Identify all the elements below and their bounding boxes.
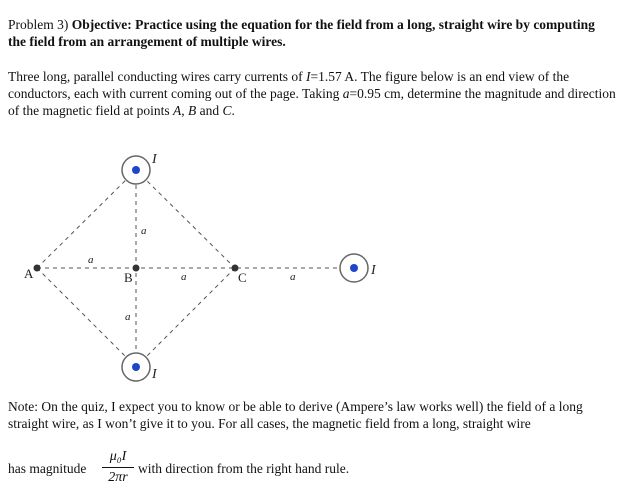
diamond-edge-top-right [136, 170, 235, 268]
field-formula [100, 448, 136, 487]
current-label-right: I [371, 263, 376, 278]
wire-top [122, 156, 150, 184]
objective-text: Objective: Practice using the equation for the field from a long, straight wire by computing the field from an arrangement of multiple wires. [8, 17, 595, 49]
formula-suffix: with direction from the right hand rule. [138, 461, 350, 476]
period: . [231, 103, 235, 118]
diamond-edge-bottom-left [37, 268, 136, 367]
fraction-bar [102, 467, 134, 468]
spacing-label-top: a [141, 225, 147, 237]
current-label-top: I [152, 152, 157, 167]
problem-heading [8, 16, 616, 50]
problem-intro: Three long, parallel conducting wires carry currents of [8, 69, 307, 84]
spacing-label-right: a [290, 271, 296, 283]
spacing-label-bottom: a [125, 311, 131, 323]
formula-numerator: μ₀I [109, 449, 127, 464]
current-label-bottom: I [152, 367, 157, 382]
point-b-text: B [187, 103, 197, 118]
formula-prefix: has magnitude [8, 461, 87, 476]
wire-right [340, 254, 368, 282]
point-c-label: C [238, 270, 247, 285]
point-c-text: C [222, 103, 232, 118]
point-c-dot [232, 265, 239, 272]
formula-line [8, 448, 616, 494]
point-a-dot [34, 265, 41, 272]
current-value: =1.57 A. The figure below is an end view of the conductors, each with current coming out of the page. Taking [8, 69, 570, 101]
point-b-dot [133, 265, 140, 272]
wire-bottom [122, 353, 150, 381]
spacing-label-left: a [88, 254, 94, 266]
spacing-label-middle: a [181, 271, 187, 283]
point-a-label: A [24, 266, 34, 281]
formula-denominator: 2πr [108, 470, 128, 485]
problem-number: Problem 3) [8, 17, 69, 32]
comma: , [181, 103, 188, 118]
a-value: =0.95 cm, determine the magnitude and direction of the magnetic field at points [8, 86, 616, 118]
point-b-label: B [124, 270, 133, 285]
diamond-edge-top-left [37, 170, 136, 268]
problem-statement [8, 68, 616, 119]
point-a-text: A [172, 103, 182, 118]
and-text: and [196, 103, 223, 118]
a-symbol: a [342, 86, 350, 101]
current-symbol: I [306, 69, 311, 84]
diamond-edge-bottom-right [136, 268, 235, 367]
note-text: Note: On the quiz, I expect you to know or be able to derive (Ampere’s law works well) the field of a long straight wire, as I won’t give it to you. For all cases, the magnetic field from a long, straight wire [8, 399, 583, 431]
